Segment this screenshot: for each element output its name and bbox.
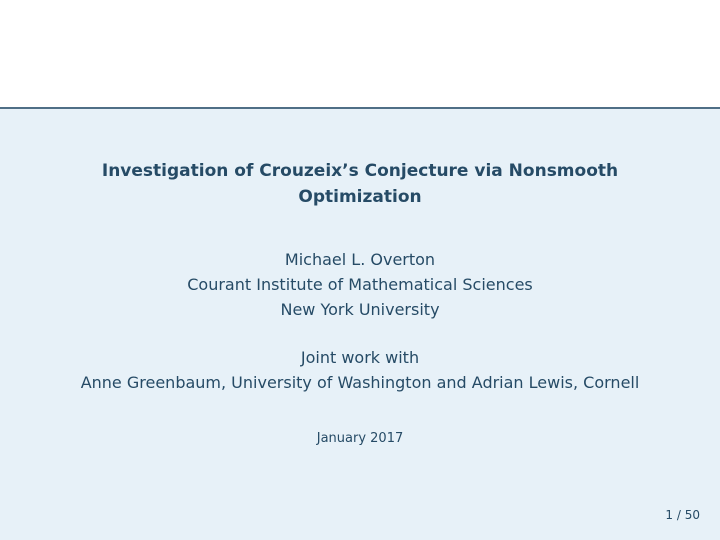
joint-label: Joint work with	[300, 348, 420, 367]
title-line-1: Investigation of Crouzeix’s Conjecture via Nonsmooth	[101, 161, 619, 181]
author-name: Michael L. Overton	[284, 250, 436, 269]
author-university: New York University	[280, 300, 440, 319]
presentation-date: January 2017	[316, 431, 404, 446]
author-info	[0, 247, 720, 322]
slide-title	[0, 158, 720, 210]
slide-content	[0, 109, 720, 540]
collaborators: Anne Greenbaum, University of Washington and Adrian Lewis, Cornell	[80, 373, 640, 392]
page-number: 1 / 50	[665, 508, 700, 522]
author-institute: Courant Institute of Mathematical Sciences	[187, 275, 533, 294]
header-band	[0, 0, 720, 107]
title-line-2: Optimization	[298, 187, 422, 207]
joint-work	[0, 345, 720, 395]
